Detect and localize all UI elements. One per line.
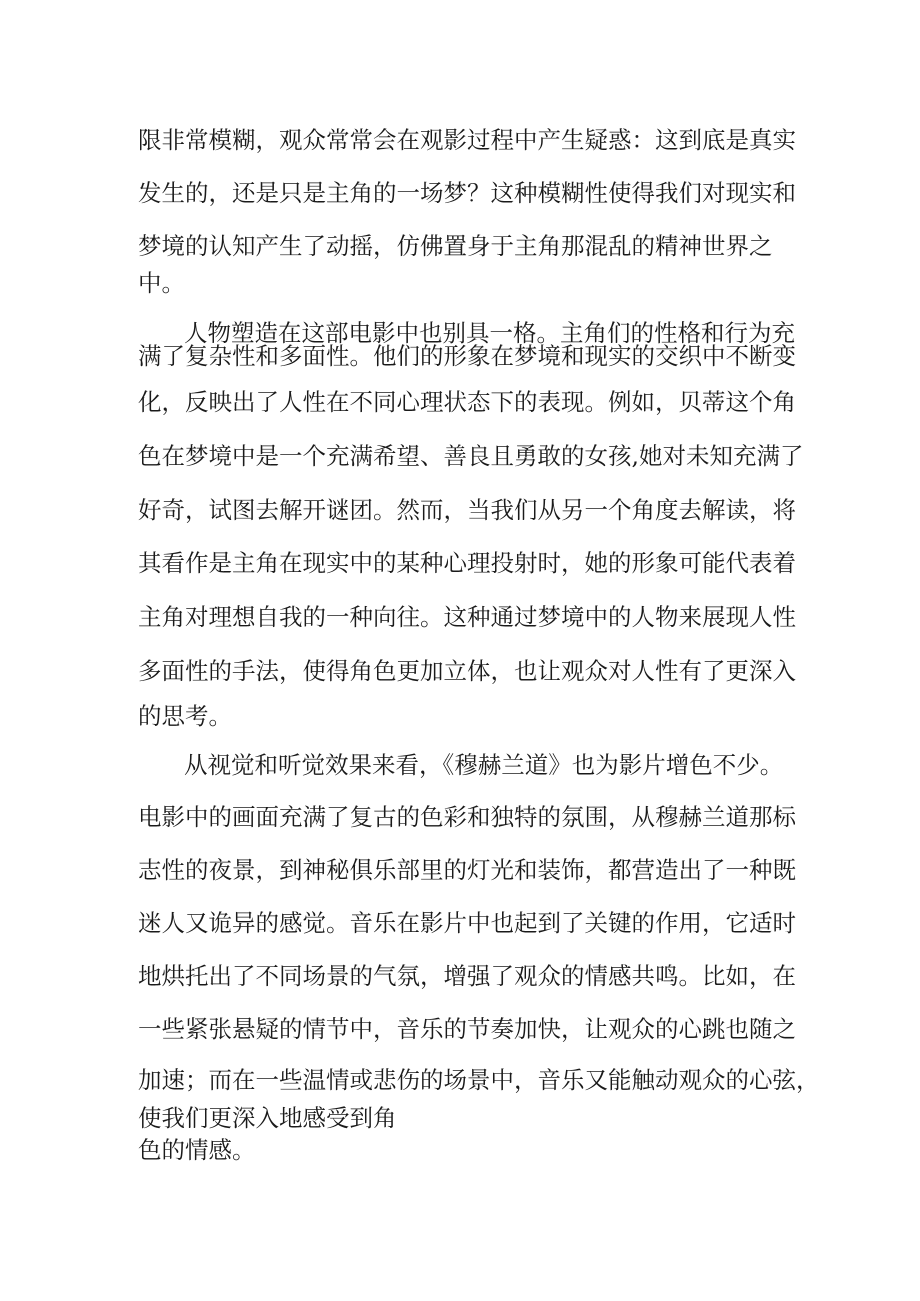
paragraph-3-line-2: 电影中的画面充满了复古的色彩和独特的氛围，从穆赫兰道那标 <box>138 803 796 831</box>
paragraph-3-line-9: 色的情感。 <box>138 1136 256 1164</box>
paragraph-3-line-1: 从视觉和听觉效果来看，《穆赫兰道》也为影片增色不少。 <box>184 751 784 779</box>
paragraph-1-line-4: 中。 <box>138 269 185 297</box>
paragraph-2-line-3: 化，反映出了人性在不同心理状态下的表现。例如，贝蒂这个角 <box>138 388 796 416</box>
paragraph-1-line-3: 梦境的认知产生了动摇，仿佛置身于主角那混乱的精神世界之 <box>138 232 773 260</box>
paragraph-2-line-9: 的思考。 <box>138 702 232 730</box>
paragraph-2-line-4: 色在梦境中是一个充满希望、善良且勇敢的女孩,她对未知充满了 <box>138 442 804 470</box>
paragraph-2-line-5: 好奇，试图去解开谜团。然而，当我们从另一个角度去解读，将 <box>138 496 796 524</box>
paragraph-2-line-1: 人物塑造在这部电影中也别具一格。主角们的性格和行为充 <box>184 319 795 347</box>
paragraph-3-line-8: 使我们更深入地感受到角 <box>138 1104 397 1132</box>
paragraph-3-line-3: 志性的夜景，到神秘俱乐部里的灯光和装饰，都营造出了一种既 <box>138 856 796 884</box>
paragraph-2-line-6: 其看作是主角在现实中的某种心理投射时，她的形象可能代表着 <box>138 549 796 577</box>
paragraph-2-line-2: 满了复杂性和多面性。他们的形象在梦境和现实的交织中不断变 <box>138 342 796 370</box>
paragraph-2-line-7: 主角对理想自我的一种向往。这种通过梦境中的人物来展现人性 <box>138 603 796 631</box>
paragraph-3-line-5: 地烘托出了不同场景的气氛，增强了观众的情感共鸣。比如，在 <box>138 962 796 990</box>
paragraph-3-line-7: 加速；而在一些温情或悲伤的场景中，音乐又能触动观众的心弦， <box>138 1066 820 1094</box>
paragraph-1-line-1: 限非常模糊，观众常常会在观影过程中产生疑惑：这到底是真实 <box>138 126 796 154</box>
paragraph-2-line-8: 多面性的手法，使得角色更加立体，也让观众对人性有了更深入 <box>138 657 796 685</box>
paragraph-3-line-4: 迷人又诡异的感觉。音乐在影片中也起到了关键的作用，它适时 <box>138 909 796 937</box>
paragraph-1-line-2: 发生的，还是只是主角的一场梦？这种模糊性使得我们对现实和 <box>138 179 796 207</box>
paragraph-3-line-6: 一些紧张悬疑的情节中，音乐的节奏加快，让观众的心跳也随之 <box>138 1015 796 1043</box>
